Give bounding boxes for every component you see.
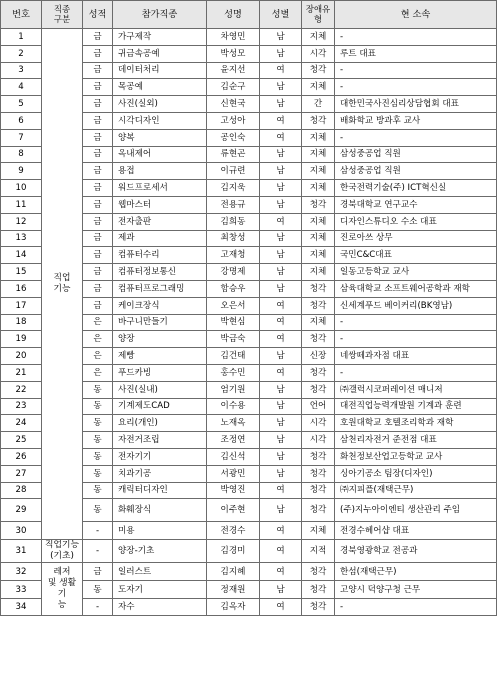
cell-name: 최창성 bbox=[207, 230, 260, 247]
cell-name: 차영민 bbox=[207, 29, 260, 46]
cell-affiliation: 경북영광학교 전공과 bbox=[335, 540, 497, 563]
cell-no: 4 bbox=[1, 79, 42, 96]
category-label: 직업 기능 bbox=[53, 273, 71, 295]
cell-disability: 지체 bbox=[302, 29, 335, 46]
cell-no: 28 bbox=[1, 482, 42, 499]
cell-no: 6 bbox=[1, 112, 42, 129]
header-category bbox=[42, 1, 83, 29]
cell-disability: 청각 bbox=[302, 465, 335, 482]
cell-job: 일러스트 bbox=[113, 563, 207, 581]
cell-disability: 청각 bbox=[302, 280, 335, 297]
header-category-text: 직종 구분 bbox=[53, 4, 71, 24]
cell-name: 함승우 bbox=[207, 280, 260, 297]
cell-job: 용접 bbox=[113, 163, 207, 180]
cell-no: 11 bbox=[1, 196, 42, 213]
cell-name: 신현국 bbox=[207, 96, 260, 113]
cell-gender: 남 bbox=[260, 581, 302, 599]
cell-disability: 청각 bbox=[302, 448, 335, 465]
cell-result: 동 bbox=[83, 432, 113, 449]
cell-job: 기계제도CAD bbox=[113, 398, 207, 415]
cell-result: 금 bbox=[83, 264, 113, 281]
cell-no: 32 bbox=[1, 563, 42, 581]
cell-affiliation: 화천정보산업고등학교 교사 bbox=[335, 448, 497, 465]
cell-job: 전자출판 bbox=[113, 213, 207, 230]
cell-affiliation: 전경수헤어샵 대표 bbox=[335, 522, 497, 540]
cell-affiliation: - bbox=[335, 314, 497, 331]
cell-disability: 지체 bbox=[302, 213, 335, 230]
cell-name: 김경미 bbox=[207, 540, 260, 563]
cell-affiliation: 고양시 덕양구청 근무 bbox=[335, 581, 497, 599]
cell-disability: 지적 bbox=[302, 540, 335, 563]
cell-affiliation: 대전직업능력개발원 기계과 훈련 bbox=[335, 398, 497, 415]
cell-no: 1 bbox=[1, 29, 42, 46]
cell-affiliation: 일동고등학교 교사 bbox=[335, 264, 497, 281]
cell-disability: 지체 bbox=[302, 79, 335, 96]
cell-result: 금 bbox=[83, 230, 113, 247]
cell-gender: 여 bbox=[260, 563, 302, 581]
cell-name: 이수용 bbox=[207, 398, 260, 415]
cell-no: 31 bbox=[1, 540, 42, 563]
table-row bbox=[1, 540, 497, 563]
cell-result: 동 bbox=[83, 482, 113, 499]
cell-no: 2 bbox=[1, 45, 42, 62]
cell-disability: 언어 bbox=[302, 398, 335, 415]
cell-no: 9 bbox=[1, 163, 42, 180]
cell-job: 옥내제어 bbox=[113, 146, 207, 163]
cell-job: 양장 bbox=[113, 331, 207, 348]
cell-affiliation: 국민C&C대표 bbox=[335, 247, 497, 264]
cell-name: 엄기원 bbox=[207, 381, 260, 398]
category-cell bbox=[42, 540, 83, 563]
cell-result: 금 bbox=[83, 247, 113, 264]
cell-gender: 여 bbox=[260, 213, 302, 230]
cell-disability: 지체 bbox=[302, 146, 335, 163]
table-header-row bbox=[1, 1, 497, 29]
cell-job: 컴퓨터정보통신 bbox=[113, 264, 207, 281]
cell-no: 21 bbox=[1, 364, 42, 381]
cell-result: 금 bbox=[83, 129, 113, 146]
cell-disability: 신장 bbox=[302, 348, 335, 365]
cell-no: 25 bbox=[1, 432, 42, 449]
cell-affiliation: - bbox=[335, 79, 497, 96]
header-job: 참가직종 bbox=[113, 1, 207, 29]
cell-result: 금 bbox=[83, 213, 113, 230]
cell-result: - bbox=[83, 522, 113, 540]
cell-gender: 여 bbox=[260, 522, 302, 540]
cell-affiliation: 신세계푸드 베이커리(BK영남) bbox=[335, 297, 497, 314]
cell-affiliation: ㈜지피플(재택근무) bbox=[335, 482, 497, 499]
cell-disability: 청각 bbox=[302, 112, 335, 129]
cell-result: 동 bbox=[83, 398, 113, 415]
cell-result: 금 bbox=[83, 180, 113, 197]
cell-disability: 청각 bbox=[302, 196, 335, 213]
cell-gender: 남 bbox=[260, 381, 302, 398]
cell-no: 12 bbox=[1, 213, 42, 230]
cell-no: 7 bbox=[1, 129, 42, 146]
cell-name: 이주현 bbox=[207, 499, 260, 522]
cell-affiliation: - bbox=[335, 599, 497, 616]
cell-job: 시각디자인 bbox=[113, 112, 207, 129]
cell-job: 가구제작 bbox=[113, 29, 207, 46]
cell-affiliation: 대한민국사진심리상담협회 대표 bbox=[335, 96, 497, 113]
cell-no: 20 bbox=[1, 348, 42, 365]
cell-affiliation: 한국전력기술(주) ICT혁신실 bbox=[335, 180, 497, 197]
category-cell bbox=[42, 563, 83, 616]
header-no: 번호 bbox=[1, 1, 42, 29]
cell-name: 고성아 bbox=[207, 112, 260, 129]
cell-name: 공인숙 bbox=[207, 129, 260, 146]
cell-gender: 남 bbox=[260, 45, 302, 62]
cell-job: 케이크장식 bbox=[113, 297, 207, 314]
cell-job: 사진(실내) bbox=[113, 381, 207, 398]
cell-result: 금 bbox=[83, 29, 113, 46]
cell-gender: 남 bbox=[260, 264, 302, 281]
cell-no: 19 bbox=[1, 331, 42, 348]
cell-affiliation: 진로아쓰 상무 bbox=[335, 230, 497, 247]
cell-result: 금 bbox=[83, 62, 113, 79]
cell-gender: 남 bbox=[260, 280, 302, 297]
cell-job: 컴퓨터수리 bbox=[113, 247, 207, 264]
cell-no: 10 bbox=[1, 180, 42, 197]
cell-disability: 지체 bbox=[302, 163, 335, 180]
cell-result: 금 bbox=[83, 563, 113, 581]
cell-affiliation: ㈜갤럭시코퍼레이션 매니저 bbox=[335, 381, 497, 398]
cell-job: 자전거조립 bbox=[113, 432, 207, 449]
cell-result: 금 bbox=[83, 163, 113, 180]
cell-disability: 청각 bbox=[302, 62, 335, 79]
cell-gender: 여 bbox=[260, 129, 302, 146]
cell-disability: 청각 bbox=[302, 563, 335, 581]
cell-result: 동 bbox=[83, 415, 113, 432]
cell-name: 김희동 bbox=[207, 213, 260, 230]
cell-result: 금 bbox=[83, 280, 113, 297]
cell-affiliation: 호원대학교 호텔조리학과 재학 bbox=[335, 415, 497, 432]
category-cell bbox=[42, 29, 83, 540]
cell-disability: 지체 bbox=[302, 264, 335, 281]
cell-affiliation: - bbox=[335, 364, 497, 381]
cell-result: 은 bbox=[83, 364, 113, 381]
cell-gender: 남 bbox=[260, 398, 302, 415]
cell-result: 은 bbox=[83, 314, 113, 331]
cell-gender: 여 bbox=[260, 112, 302, 129]
cell-result: - bbox=[83, 599, 113, 616]
cell-disability: 청각 bbox=[302, 599, 335, 616]
cell-gender: 남 bbox=[260, 230, 302, 247]
cell-job: 워드프로세서 bbox=[113, 180, 207, 197]
cell-disability: 지체 bbox=[302, 247, 335, 264]
cell-gender: 남 bbox=[260, 465, 302, 482]
cell-gender: 남 bbox=[260, 29, 302, 46]
cell-gender: 여 bbox=[260, 297, 302, 314]
cell-affiliation: 배화학교 방과후 교사 bbox=[335, 112, 497, 129]
cell-result: 동 bbox=[83, 448, 113, 465]
cell-gender: 남 bbox=[260, 348, 302, 365]
cell-affiliation: 싱아기공소 팀장(디자인) bbox=[335, 465, 497, 482]
cell-affiliation: 네쌍떼과자점 대표 bbox=[335, 348, 497, 365]
cell-affiliation: 삼성중공업 직원 bbox=[335, 146, 497, 163]
cell-job: 푸드카빙 bbox=[113, 364, 207, 381]
cell-disability: 시각 bbox=[302, 432, 335, 449]
cell-name: 김순구 bbox=[207, 79, 260, 96]
cell-job: 양장-기초 bbox=[113, 540, 207, 563]
cell-disability: 시각 bbox=[302, 415, 335, 432]
cell-gender: 남 bbox=[260, 96, 302, 113]
cell-name: 김신석 bbox=[207, 448, 260, 465]
cell-no: 30 bbox=[1, 522, 42, 540]
cell-name: 김지혜 bbox=[207, 563, 260, 581]
cell-job: 자수 bbox=[113, 599, 207, 616]
cell-disability: 지체 bbox=[302, 314, 335, 331]
cell-name: 오은서 bbox=[207, 297, 260, 314]
cell-result: 금 bbox=[83, 196, 113, 213]
cell-gender: 남 bbox=[260, 79, 302, 96]
cell-name: 김지욱 bbox=[207, 180, 260, 197]
cell-disability: 지체 bbox=[302, 522, 335, 540]
cell-affiliation: 삼천리자전거 준전점 대표 bbox=[335, 432, 497, 449]
cell-name: 이규련 bbox=[207, 163, 260, 180]
cell-affiliation: 경북대학교 연구교수 bbox=[335, 196, 497, 213]
cell-job: 화훼장식 bbox=[113, 499, 207, 522]
cell-name: 김건태 bbox=[207, 348, 260, 365]
cell-job: 요리(개인) bbox=[113, 415, 207, 432]
cell-name: 박금숙 bbox=[207, 331, 260, 348]
cell-job: 전자기기 bbox=[113, 448, 207, 465]
cell-gender: 남 bbox=[260, 499, 302, 522]
cell-result: 금 bbox=[83, 146, 113, 163]
cell-name: 홍수민 bbox=[207, 364, 260, 381]
cell-name: 정재원 bbox=[207, 581, 260, 599]
cell-result: 금 bbox=[83, 112, 113, 129]
cell-result: 동 bbox=[83, 581, 113, 599]
cell-result: 동 bbox=[83, 381, 113, 398]
cell-no: 33 bbox=[1, 581, 42, 599]
cell-disability: 간 bbox=[302, 96, 335, 113]
cell-gender: 여 bbox=[260, 331, 302, 348]
cell-affiliation: 한섬(재택근무) bbox=[335, 563, 497, 581]
cell-gender: 여 bbox=[260, 482, 302, 499]
cell-result: 동 bbox=[83, 465, 113, 482]
cell-gender: 남 bbox=[260, 247, 302, 264]
cell-name: 강명제 bbox=[207, 264, 260, 281]
cell-job: 바구니만들기 bbox=[113, 314, 207, 331]
cell-no: 24 bbox=[1, 415, 42, 432]
cell-disability: 청각 bbox=[302, 482, 335, 499]
cell-disability: 청각 bbox=[302, 364, 335, 381]
header-name: 성명 bbox=[207, 1, 260, 29]
cell-gender: 남 bbox=[260, 196, 302, 213]
cell-affiliation: 디자인스튜디오 수소 대표 bbox=[335, 213, 497, 230]
cell-gender: 남 bbox=[260, 163, 302, 180]
cell-name: 윤지선 bbox=[207, 62, 260, 79]
cell-no: 13 bbox=[1, 230, 42, 247]
cell-name: 조정연 bbox=[207, 432, 260, 449]
cell-name: 고재청 bbox=[207, 247, 260, 264]
header-result: 성적 bbox=[83, 1, 113, 29]
cell-gender: 여 bbox=[260, 314, 302, 331]
cell-result: 동 bbox=[83, 499, 113, 522]
cell-job: 제빵 bbox=[113, 348, 207, 365]
cell-disability: 청각 bbox=[302, 581, 335, 599]
cell-job: 양복 bbox=[113, 129, 207, 146]
cell-affiliation: - bbox=[335, 129, 497, 146]
cell-gender: 남 bbox=[260, 432, 302, 449]
cell-name: 류현곤 bbox=[207, 146, 260, 163]
cell-name: 박성모 bbox=[207, 45, 260, 62]
cell-gender: 남 bbox=[260, 180, 302, 197]
cell-name: 전경수 bbox=[207, 522, 260, 540]
cell-affiliation: (주)지누아이엔티 생산관리 주임 bbox=[335, 499, 497, 522]
cell-gender: 남 bbox=[260, 415, 302, 432]
cell-disability: 청각 bbox=[302, 499, 335, 522]
cell-disability: 청각 bbox=[302, 381, 335, 398]
header-gender: 성별 bbox=[260, 1, 302, 29]
cell-gender: 여 bbox=[260, 599, 302, 616]
cell-result: - bbox=[83, 540, 113, 563]
header-disability: 장애유형 bbox=[302, 1, 335, 29]
cell-job: 귀금속공예 bbox=[113, 45, 207, 62]
cell-name: 노재옥 bbox=[207, 415, 260, 432]
cell-no: 29 bbox=[1, 499, 42, 522]
cell-affiliation: - bbox=[335, 62, 497, 79]
cell-no: 27 bbox=[1, 465, 42, 482]
cell-name: 김옥자 bbox=[207, 599, 260, 616]
cell-result: 금 bbox=[83, 79, 113, 96]
cell-disability: 지체 bbox=[302, 230, 335, 247]
cell-no: 17 bbox=[1, 297, 42, 314]
cell-gender: 남 bbox=[260, 146, 302, 163]
cell-result: 금 bbox=[83, 45, 113, 62]
cell-job: 미용 bbox=[113, 522, 207, 540]
cell-affiliation: 삼성중공업 직원 bbox=[335, 163, 497, 180]
cell-name: 박현심 bbox=[207, 314, 260, 331]
cell-no: 14 bbox=[1, 247, 42, 264]
cell-no: 15 bbox=[1, 264, 42, 281]
cell-result: 금 bbox=[83, 297, 113, 314]
cell-no: 8 bbox=[1, 146, 42, 163]
cell-job: 제과 bbox=[113, 230, 207, 247]
cell-name: 서광민 bbox=[207, 465, 260, 482]
cell-result: 은 bbox=[83, 348, 113, 365]
cell-no: 34 bbox=[1, 599, 42, 616]
category-label: 레저 및 생활기 능 bbox=[47, 567, 77, 611]
cell-gender: 여 bbox=[260, 364, 302, 381]
table-row bbox=[1, 29, 497, 46]
cell-name: 박영진 bbox=[207, 482, 260, 499]
cell-job: 데이터처리 bbox=[113, 62, 207, 79]
cell-no: 5 bbox=[1, 96, 42, 113]
table-body bbox=[1, 29, 497, 616]
cell-job: 웹마스터 bbox=[113, 196, 207, 213]
header-affiliation: 현 소속 bbox=[335, 1, 497, 29]
cell-affiliation: - bbox=[335, 29, 497, 46]
cell-no: 16 bbox=[1, 280, 42, 297]
cell-result: 금 bbox=[83, 96, 113, 113]
cell-no: 3 bbox=[1, 62, 42, 79]
cell-affiliation: 삼육대학교 소프트웨어공학과 재학 bbox=[335, 280, 497, 297]
cell-job: 치과기공 bbox=[113, 465, 207, 482]
cell-no: 26 bbox=[1, 448, 42, 465]
cell-job: 캐릭터디자인 bbox=[113, 482, 207, 499]
cell-no: 18 bbox=[1, 314, 42, 331]
cell-gender: 남 bbox=[260, 448, 302, 465]
category-label: 직업기능 (기초) bbox=[45, 540, 79, 562]
cell-no: 23 bbox=[1, 398, 42, 415]
cell-no: 22 bbox=[1, 381, 42, 398]
cell-name: 전용규 bbox=[207, 196, 260, 213]
cell-gender: 여 bbox=[260, 540, 302, 563]
cell-affiliation: - bbox=[335, 331, 497, 348]
cell-disability: 시각 bbox=[302, 45, 335, 62]
cell-job: 도자기 bbox=[113, 581, 207, 599]
cell-job: 컴퓨터프로그래밍 bbox=[113, 280, 207, 297]
table-row bbox=[1, 563, 497, 581]
cell-disability: 지체 bbox=[302, 129, 335, 146]
cell-result: 은 bbox=[83, 331, 113, 348]
cell-disability: 청각 bbox=[302, 331, 335, 348]
cell-job: 사진(실외) bbox=[113, 96, 207, 113]
cell-affiliation: 루트 대표 bbox=[335, 45, 497, 62]
cell-job: 목공예 bbox=[113, 79, 207, 96]
cell-gender: 여 bbox=[260, 62, 302, 79]
cell-disability: 청각 bbox=[302, 297, 335, 314]
cell-disability: 지체 bbox=[302, 180, 335, 197]
